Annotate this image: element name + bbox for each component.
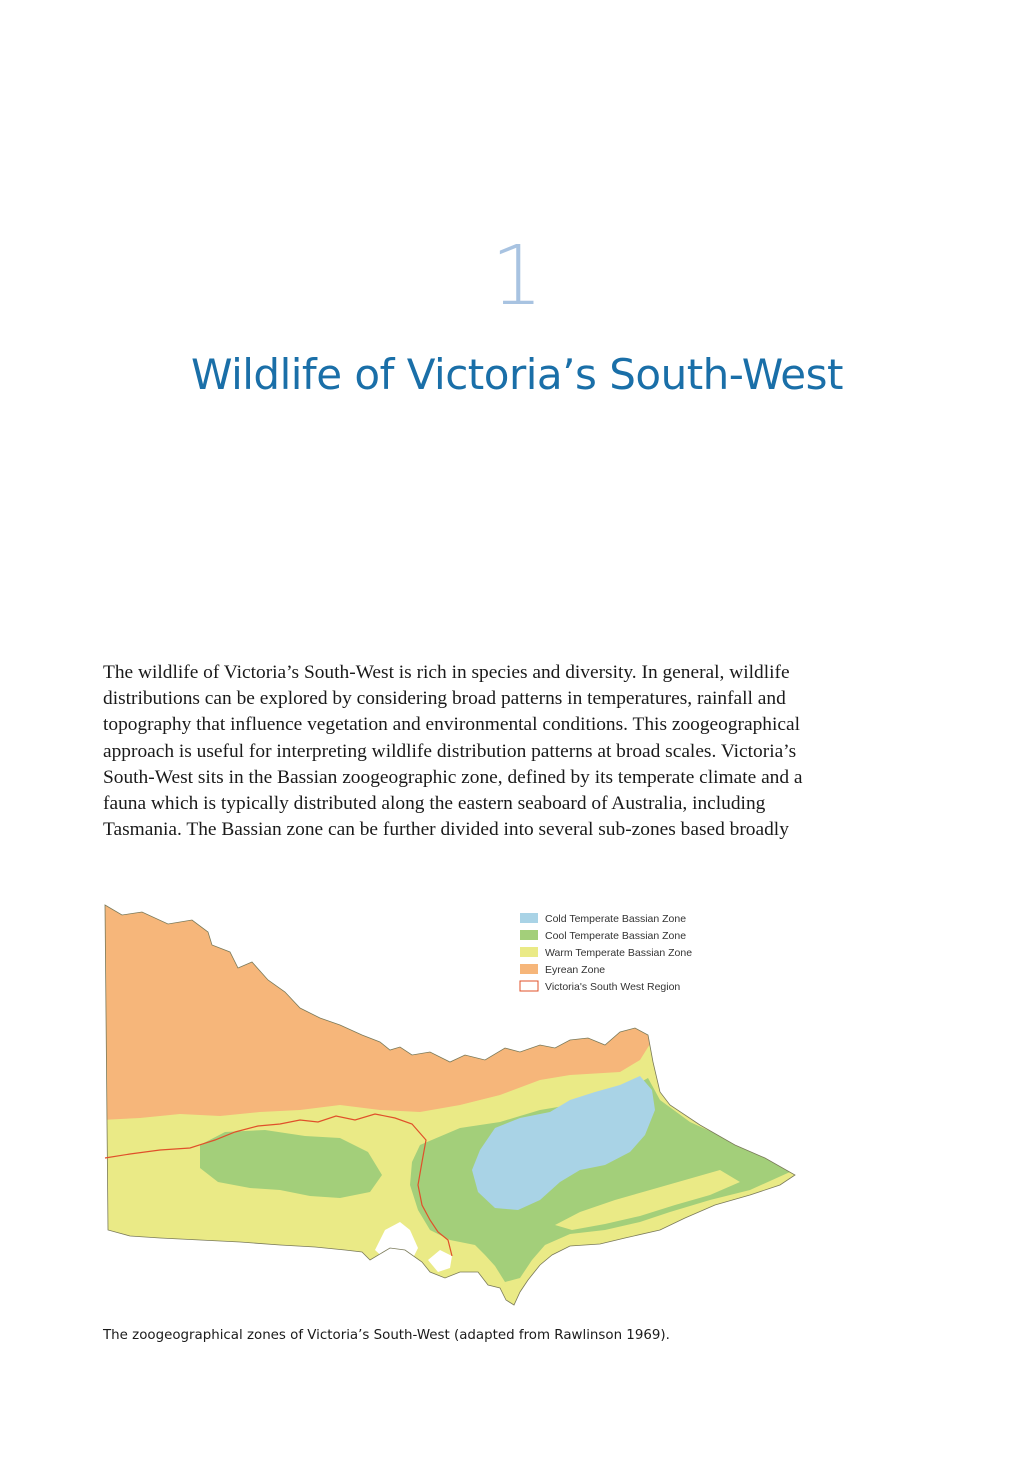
legend-label-cold: Cold Temperate Bassian Zone (545, 913, 687, 925)
body-line: topography that influence vegetation and environmental conditions. This zoogeographical (103, 714, 800, 736)
body-line: South-West sits in the Bassian zoogeographic zone, defined by its temperate climate and a (103, 766, 803, 788)
body-line: approach is useful for interpreting wildlife distribution patterns at broad scales. Victoria’s (103, 740, 797, 762)
zone-layers (100, 900, 820, 1315)
legend-swatch-warm (520, 947, 538, 957)
legend-swatch-cold (520, 913, 538, 923)
body-line: Tasmania. The Bassian zone can be further divided into several sub-zones based broadly (103, 819, 789, 841)
zoogeographical-zones-map (100, 900, 820, 1315)
legend-label-cool: Cool Temperate Bassian Zone (545, 930, 687, 942)
legend-swatch-cool (520, 930, 538, 940)
body-line: fauna which is typically distributed along the eastern seaboard of Australia, including (103, 793, 766, 815)
legend-label-eyrean: Eyrean Zone (545, 964, 606, 976)
body-line: The wildlife of Victoria’s South-West is rich in species and diversity. In general, wildlife (103, 662, 790, 683)
legend-swatch-eyrean (520, 964, 538, 974)
legend-label-region: Victoria's South West Region (545, 981, 681, 993)
chapter-number: 1 (490, 229, 544, 324)
victoria-map-svg (100, 900, 820, 1315)
figure-caption: The zoogeographical zones of Victoria’s South-West (adapted from Rawlinson 1969). (103, 1328, 670, 1343)
map-legend (520, 913, 692, 993)
legend-swatch-region (520, 981, 538, 991)
legend-label-warm: Warm Temperate Bassian Zone (545, 947, 693, 959)
body-paragraph (103, 660, 933, 843)
body-line: distributions can be explored by considering broad patterns in temperatures, rainfall and (103, 688, 786, 710)
chapter-title: Wildlife of Victoria’s South-West (190, 350, 843, 399)
